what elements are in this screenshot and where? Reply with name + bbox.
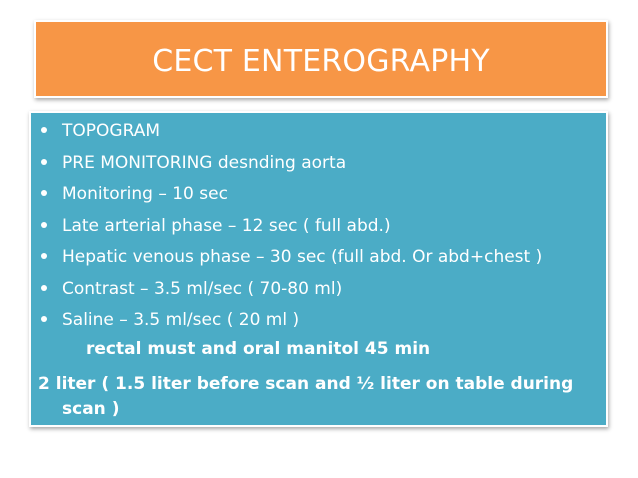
bullet-text: PRE MONITORING desnding aorta [62, 152, 347, 173]
content-box [29, 111, 608, 427]
bullet-list [39, 120, 542, 341]
bullet-icon [41, 285, 47, 291]
bullet-text: Saline – 3.5 ml/sec ( 20 ml ) [62, 310, 300, 330]
bullet-icon [41, 253, 47, 259]
bullet-icon [41, 127, 47, 133]
bullet-item [39, 309, 542, 341]
bullet-text: TOPOGRAM [62, 121, 160, 141]
bullet-icon [41, 190, 47, 196]
bullet-icon [41, 316, 47, 322]
slide-title: CECT ENTEROGRAPHY [152, 43, 490, 79]
protocol-paragraph: 2 liter ( 1.5 liter before scan and ½ liter on table during scan ) [38, 374, 574, 419]
bullet-item [39, 246, 542, 278]
bullet-item [39, 183, 542, 215]
bullet-icon [41, 159, 47, 165]
bullet-text: Hepatic venous phase – 30 sec (full abd. Or abd+chest ) [62, 247, 543, 267]
title-box [34, 20, 608, 98]
bullet-item [39, 215, 542, 247]
bullet-text: Late arterial phase – 12 sec ( full abd.) [62, 215, 391, 236]
bullet-icon [41, 222, 47, 228]
bullet-text: Monitoring – 10 sec [62, 184, 228, 204]
bullet-text: Contrast – 3.5 ml/sec ( 70-80 ml) [62, 278, 343, 299]
bullet-item [39, 278, 542, 310]
protocol-note: rectal must and oral manitol 45 min [86, 339, 431, 359]
bullet-item [39, 152, 542, 184]
bullet-item [39, 120, 542, 152]
